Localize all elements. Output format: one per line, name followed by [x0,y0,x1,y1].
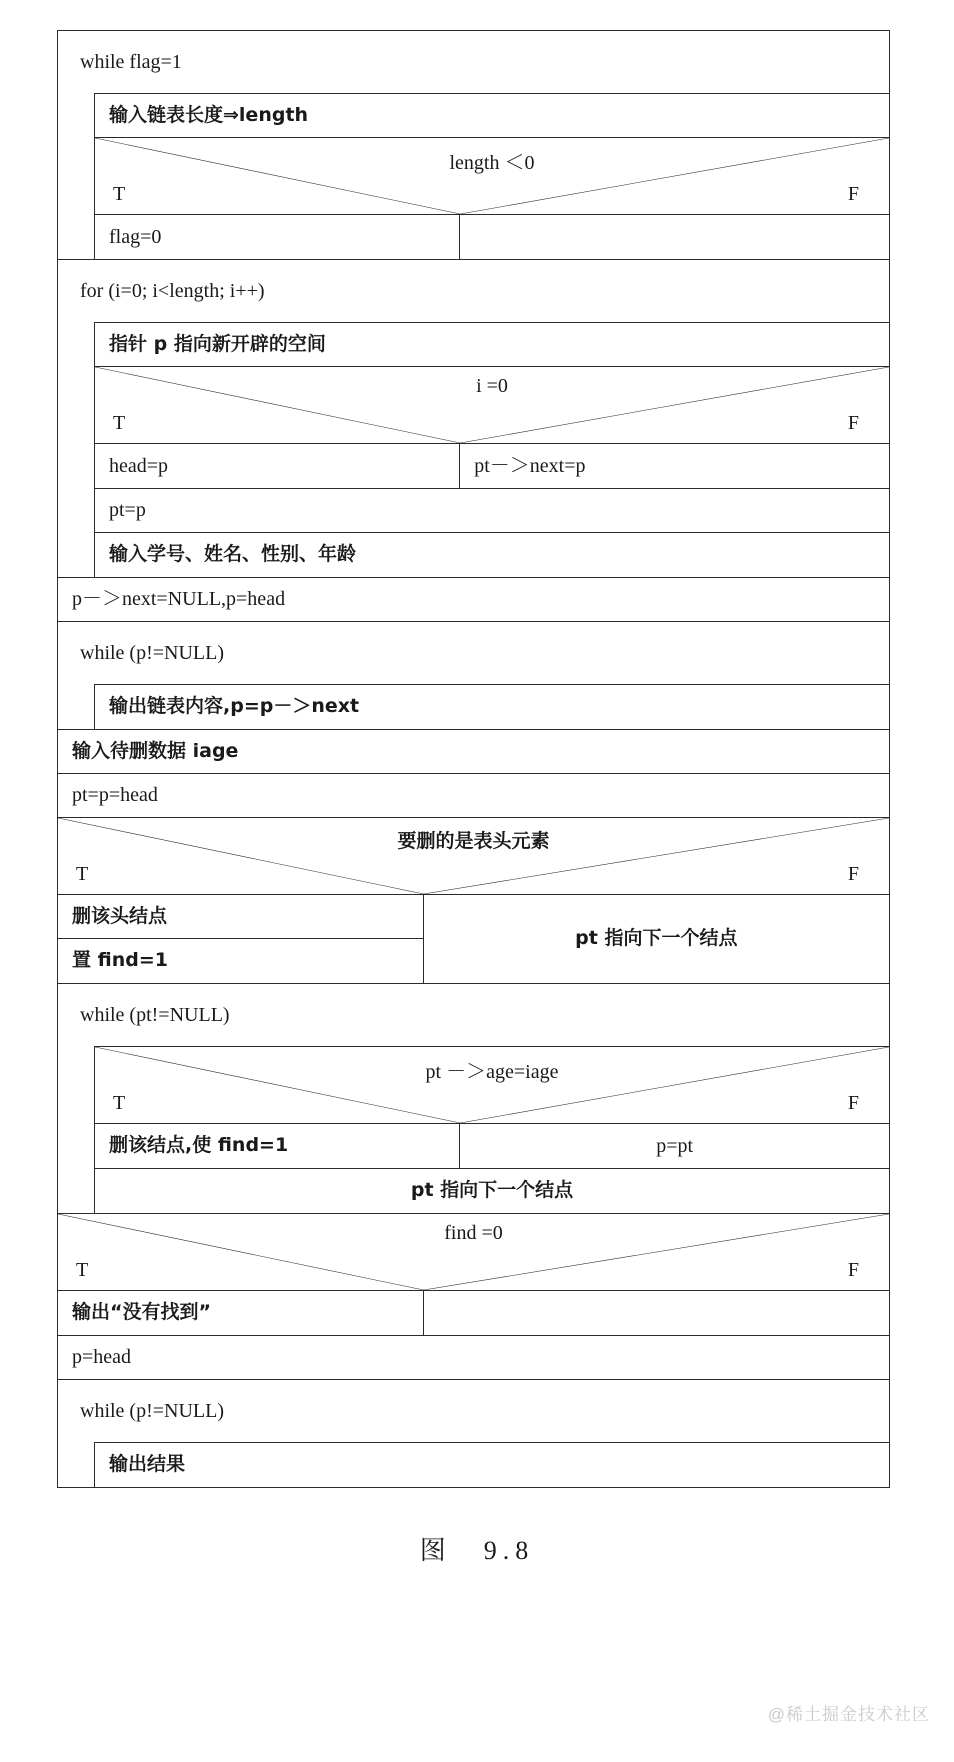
decision-triangle-icon [95,367,889,443]
decision-triangle-icon [58,818,889,894]
cond-find-true-label: T [76,1259,89,1281]
cond-i-head [95,367,889,443]
for-loop-header: for (i=0; i<length; i++) [80,279,265,302]
pt-eq-p-row: pt=p [95,489,889,533]
while-flag-body [94,93,889,259]
cond-length-branches [95,214,889,259]
decision-triangle-icon [58,1214,889,1290]
p-eq-head-row: p=head [58,1336,889,1380]
cond-i-false-branch [460,444,889,488]
while-output-loop [58,1380,889,1487]
ns-flowchart [57,30,890,1488]
cond-age-true-branch [95,1124,460,1168]
p-next-null-row: p－＞next=NULL,p=head [58,578,889,622]
cond-find-equals-zero [58,1214,889,1336]
while-flag-loop [58,31,889,260]
cond-age-expression: pt －＞age=iage [425,1061,559,1083]
for-loop-body [94,322,889,577]
pointer-new-space-row: 指针 p 指向新开辟的空间 [95,323,889,367]
cond-delete-head-true-label: T [76,863,89,885]
while-print-body [94,684,889,729]
input-student-row: 输入学号、姓名、性别、年龄 [95,533,889,577]
cond-find-false-label: F [847,1259,859,1281]
decision-triangle-icon [95,1047,889,1123]
cond-length-head [95,138,889,214]
cond-length-true-label: T [113,183,126,205]
cond-i-equals-zero [95,367,889,489]
while-output-header: while (p!=NULL) [80,1399,225,1422]
cond-length-lt-zero [95,138,889,259]
cond-delete-head-expression: 要删的是表头元素 [397,830,550,852]
cond-delete-head-false-branch [424,895,889,983]
del-node-find1-row: 删该结点,使 find=1 [95,1124,459,1168]
while-search-loop [58,984,889,1214]
cond-find-true-branch [58,1291,424,1335]
cond-length-expression: length ＜0 [449,152,535,174]
while-print-header: while (p!=NULL) [80,641,225,664]
set-find-1-row: 置 find=1 [58,939,423,983]
while-flag-header: while flag=1 [80,50,182,73]
pt-next-node-a-row: pt 指向下一个结点 [424,917,889,961]
while-search-header: while (pt!=NULL) [80,1003,230,1026]
cond-age-false-label: F [847,1092,859,1114]
cond-age-branches [95,1123,889,1168]
cond-i-false-label: F [847,412,859,434]
output-not-found-row: 输出“没有找到” [58,1291,423,1335]
input-length-row: 输入链表长度⇒length [95,94,889,138]
pt-next-node-b-row: pt 指向下一个结点 [95,1169,889,1213]
cond-age-true-label: T [113,1092,126,1114]
head-eq-p-row: head=p [95,444,459,488]
for-loop [58,260,889,578]
cond-find-branches [58,1290,889,1335]
output-result-row: 输出结果 [95,1443,889,1487]
flag-else-row [460,215,889,259]
cond-find-head [58,1214,889,1290]
output-list-row: 输出链表内容,p=p－＞next [95,685,889,729]
figure-caption: 图 9.8 [419,1536,535,1565]
p-eq-pt-row: p=pt [460,1124,889,1168]
cond-i-true-label: T [113,412,126,434]
cond-i-expression: i =0 [476,375,508,397]
while-output-body [94,1442,889,1487]
flag-zero-row: flag=0 [95,215,459,259]
cond-delete-is-head [58,818,889,984]
cond-delete-head-false-label: F [847,863,859,885]
del-head-node-row: 删该头结点 [58,895,423,939]
while-search-body [94,1046,889,1213]
cond-length-true-branch [95,215,460,259]
not-found-else-row [424,1291,889,1335]
cond-find-expression: find =0 [444,1222,503,1244]
cond-length-false-label: F [847,183,859,205]
decision-triangle-icon [95,138,889,214]
cond-i-branches [95,443,889,488]
pt-p-head-row: pt=p=head [58,774,889,818]
cond-age-equals-iage [95,1047,889,1169]
pt-next-eq-p-row: pt－＞next=p [460,444,889,488]
cond-find-false-branch [424,1291,889,1335]
cond-age-false-branch [460,1124,889,1168]
cond-delete-head-true-branch [58,895,424,983]
cond-age-head [95,1047,889,1123]
while-print-loop [58,622,889,730]
cond-delete-head-branches [58,894,889,983]
cond-i-true-branch [95,444,460,488]
input-iage-row: 输入待删数据 iage [58,730,889,774]
cond-length-false-branch [460,215,889,259]
cond-delete-head-head [58,818,889,894]
watermark: @稀土掘金技术社区 [767,1705,930,1724]
